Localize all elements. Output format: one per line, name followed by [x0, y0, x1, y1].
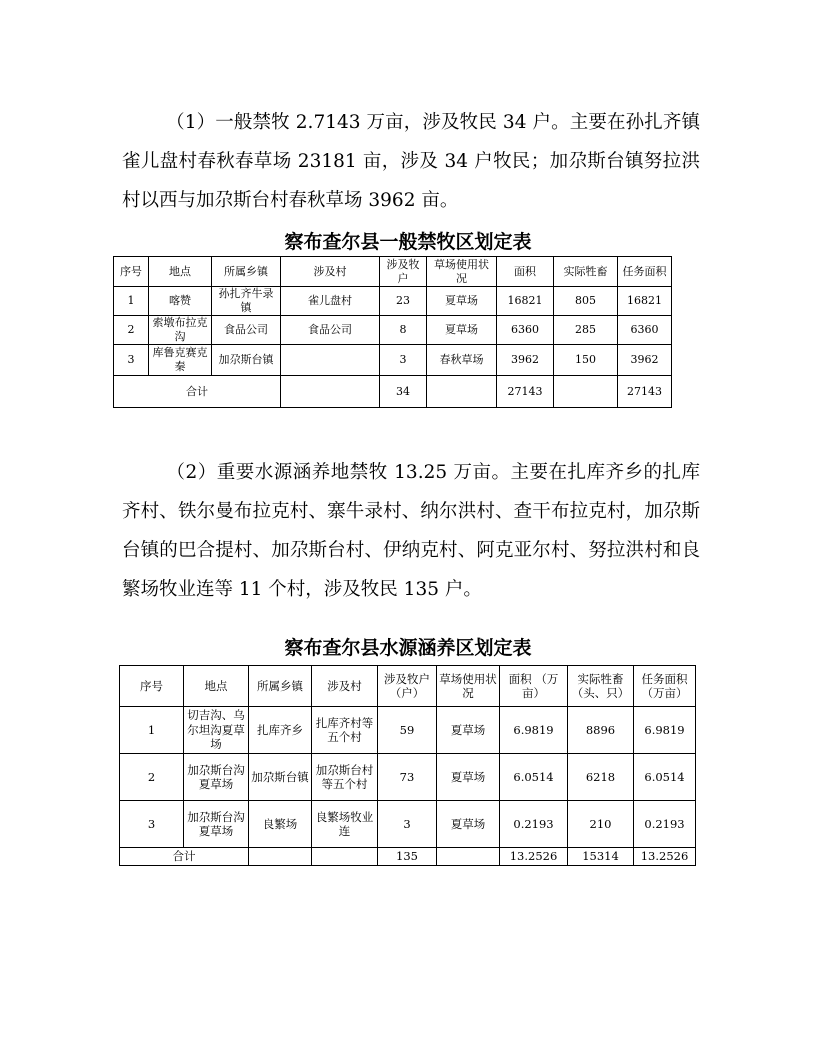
- table-cell: 16821: [618, 287, 672, 316]
- paragraph-1-text: （1）一般禁牧 2.7143 万亩，涉及牧民 34 户。主要在孙扎齐镇雀儿盘村春秋春草场 23181 亩，涉及 34 户牧民；加尕斯台镇努拉洪村以西与加尕斯台村春秋草场 3962 亩。: [122, 112, 700, 211]
- total-livestock: 15314: [568, 848, 634, 866]
- table-row: [120, 801, 696, 848]
- header-cell: 面积 （万亩）: [500, 666, 568, 707]
- table-cell: 1: [114, 287, 149, 316]
- table-total-row: [120, 848, 696, 866]
- header-cell: 序号: [120, 666, 184, 707]
- header-cell: 地点: [184, 666, 249, 707]
- table-cell: 加尕斯台镇: [249, 754, 312, 801]
- table-cell: [554, 376, 618, 408]
- table-cell: 春秋草场: [427, 345, 497, 376]
- header-cell: 实际牲畜（头、只）: [568, 666, 634, 707]
- table-cell: 扎库齐村等五个村: [312, 707, 378, 754]
- table-cell: 食品公司: [281, 316, 380, 345]
- table-cell: 8: [380, 316, 427, 345]
- table-cell: 良繁场: [249, 801, 312, 848]
- paragraph-2: [122, 453, 700, 609]
- table-cell: 孙扎齐牛录镇: [212, 287, 281, 316]
- table-cell: 加尕斯台沟夏草场: [184, 801, 249, 848]
- total-task-area: 13.2526: [634, 848, 696, 866]
- header-cell: 涉及村: [312, 666, 378, 707]
- table-cell: [427, 376, 497, 408]
- table-cell: 210: [568, 801, 634, 848]
- header-cell: 地点: [149, 257, 212, 287]
- table-cell: 夏草场: [427, 316, 497, 345]
- table-cell: 索墩布拉克沟: [149, 316, 212, 345]
- header-cell: 所属乡镇: [249, 666, 312, 707]
- table-row: [114, 316, 672, 345]
- header-cell: 任务面积: [618, 257, 672, 287]
- table-cell: 夏草场: [427, 287, 497, 316]
- table-cell: 加尕斯台村等五个村: [312, 754, 378, 801]
- table-cell: 0.2193: [500, 801, 568, 848]
- total-label: 合计: [120, 848, 249, 866]
- paragraph-2-text: （2）重要水源涵养地禁牧 13.25 万亩。主要在扎库齐乡的扎库齐村、铁尔曼布拉克村、寨牛录村、纳尔洪村、查干布拉克村，加尕斯台镇的巴合提村、加尕斯台村、伊纳克村、阿克亚尔村、努拉洪村和良繁场牧业连等 11 个村，涉及牧民 135 户。: [122, 462, 700, 600]
- header-cell: 草场使用状况: [437, 666, 500, 707]
- header-cell: 草场使用状况: [427, 257, 497, 287]
- table-cell: 夏草场: [437, 801, 500, 848]
- table-cell: 1: [120, 707, 184, 754]
- table-cell: 0.2193: [634, 801, 696, 848]
- table-row: [114, 345, 672, 376]
- table-cell: 扎库齐乡: [249, 707, 312, 754]
- header-cell: 涉及村: [281, 257, 380, 287]
- table-cell: 3: [380, 345, 427, 376]
- table-row: [120, 707, 696, 754]
- table-total-row: [114, 376, 672, 408]
- table-row: [120, 754, 696, 801]
- total-households: 135: [378, 848, 437, 866]
- table-general-grazing-ban: [113, 256, 672, 408]
- paragraph-1: [122, 103, 700, 220]
- table-cell: 285: [554, 316, 618, 345]
- table-cell: 23: [380, 287, 427, 316]
- table-cell: [312, 848, 378, 866]
- table-cell: 3: [378, 801, 437, 848]
- total-label: 合计: [114, 376, 281, 408]
- table-cell: 2: [120, 754, 184, 801]
- table-cell: 切吉沟、乌尔坦沟夏草场: [184, 707, 249, 754]
- header-cell: 任务面积（万亩）: [634, 666, 696, 707]
- table-cell: 6360: [497, 316, 554, 345]
- table-cell: 加尕斯台沟夏草场: [184, 754, 249, 801]
- table-cell: [437, 848, 500, 866]
- total-area: 13.2526: [500, 848, 568, 866]
- header-cell: 序号: [114, 257, 149, 287]
- table-cell: 喀赞: [149, 287, 212, 316]
- table-1-title: 察布查尔县一般禁牧区划定表: [284, 231, 532, 253]
- table-cell: 6.9819: [634, 707, 696, 754]
- table-header-row: [114, 257, 672, 287]
- table-cell: 59: [378, 707, 437, 754]
- table-cell: 3: [114, 345, 149, 376]
- header-cell: 面积: [497, 257, 554, 287]
- table-cell: 加尕斯台镇: [212, 345, 281, 376]
- table-cell: 夏草场: [437, 707, 500, 754]
- table-cell: 6218: [568, 754, 634, 801]
- header-cell: 涉及牧户: [380, 257, 427, 287]
- table-cell: 库鲁克赛克秦: [149, 345, 212, 376]
- table-cell: 6.0514: [500, 754, 568, 801]
- table-cell: 2: [114, 316, 149, 345]
- table-cell: 食品公司: [212, 316, 281, 345]
- table-cell: 3962: [497, 345, 554, 376]
- header-cell: 实际牲畜: [554, 257, 618, 287]
- table-cell: [249, 848, 312, 866]
- table-cell: 良繁场牧业连: [312, 801, 378, 848]
- table-cell: [281, 345, 380, 376]
- table-2-title: 察布查尔县水源涵养区划定表: [284, 637, 532, 659]
- table-water-conservation: [119, 665, 696, 866]
- table-row: [114, 287, 672, 316]
- total-task-area: 27143: [618, 376, 672, 408]
- table-cell: 6360: [618, 316, 672, 345]
- table-cell: 16821: [497, 287, 554, 316]
- table-cell: 8896: [568, 707, 634, 754]
- table-cell: [281, 376, 380, 408]
- table-cell: 805: [554, 287, 618, 316]
- table-cell: 3962: [618, 345, 672, 376]
- table-cell: 夏草场: [437, 754, 500, 801]
- table-cell: 6.0514: [634, 754, 696, 801]
- header-cell: 涉及牧户（户）: [378, 666, 437, 707]
- table-cell: 150: [554, 345, 618, 376]
- table-header-row: [120, 666, 696, 707]
- total-area: 27143: [497, 376, 554, 408]
- table-cell: 雀儿盘村: [281, 287, 380, 316]
- table-cell: 3: [120, 801, 184, 848]
- total-households: 34: [380, 376, 427, 408]
- header-cell: 所属乡镇: [212, 257, 281, 287]
- table-cell: 6.9819: [500, 707, 568, 754]
- table-cell: 73: [378, 754, 437, 801]
